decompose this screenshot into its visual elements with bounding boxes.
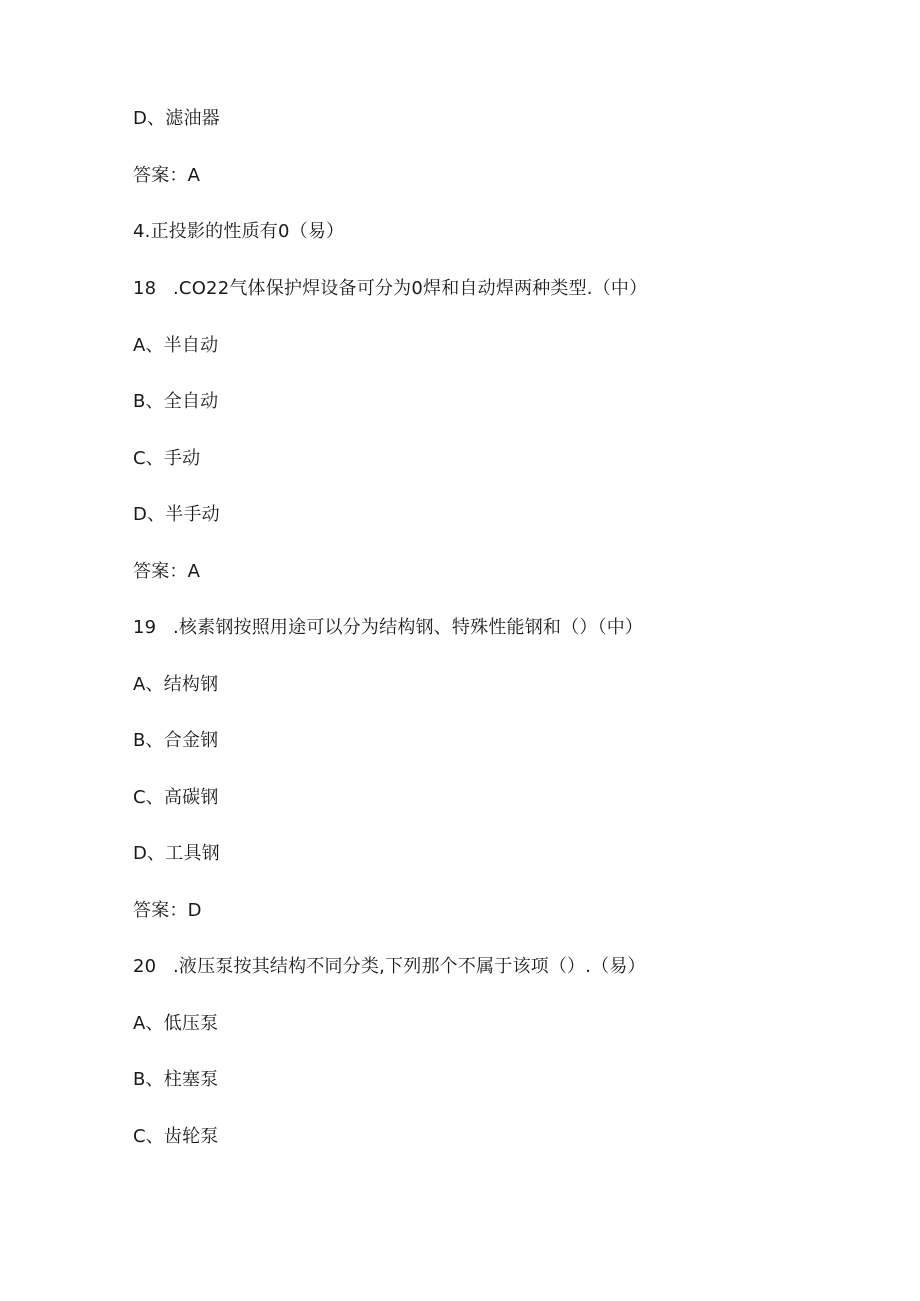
question-line: 18 .CO22气体保护焊设备可分为0焊和自动焊两种类型.（中） bbox=[133, 278, 648, 299]
question-number: 19 bbox=[133, 617, 157, 638]
option-line: B、合金钢 bbox=[133, 730, 219, 751]
question-line: 20 .液压泵按其结构不同分类,下列那个不属于该项（）.（易） bbox=[133, 956, 646, 977]
option-line: D、滤油器 bbox=[133, 108, 220, 129]
answer-line: 答案：D bbox=[133, 900, 202, 921]
question-number: 20 bbox=[133, 956, 157, 977]
option-line: C、高碳钢 bbox=[133, 787, 219, 808]
option-line: D、工具钢 bbox=[133, 843, 220, 864]
option-line: A、低压泵 bbox=[133, 1013, 219, 1034]
option-line: D、半手动 bbox=[133, 504, 220, 525]
question-line: 19 .核素钢按照用途可以分为结构钢、特殊性能钢和（）（中） bbox=[133, 617, 644, 638]
option-line: C、手动 bbox=[133, 448, 201, 469]
answer-line: 答案：A bbox=[133, 561, 201, 582]
option-line: B、柱塞泵 bbox=[133, 1069, 219, 1090]
answer-line: 答案：A bbox=[133, 165, 201, 186]
question-line: 4.正投影的性质有0（易） bbox=[133, 221, 345, 242]
option-line: B、全自动 bbox=[133, 391, 219, 412]
option-line: A、半自动 bbox=[133, 335, 219, 356]
option-line: C、齿轮泵 bbox=[133, 1126, 219, 1147]
question-number: 18 bbox=[133, 278, 157, 299]
option-line: A、结构钢 bbox=[133, 674, 219, 695]
